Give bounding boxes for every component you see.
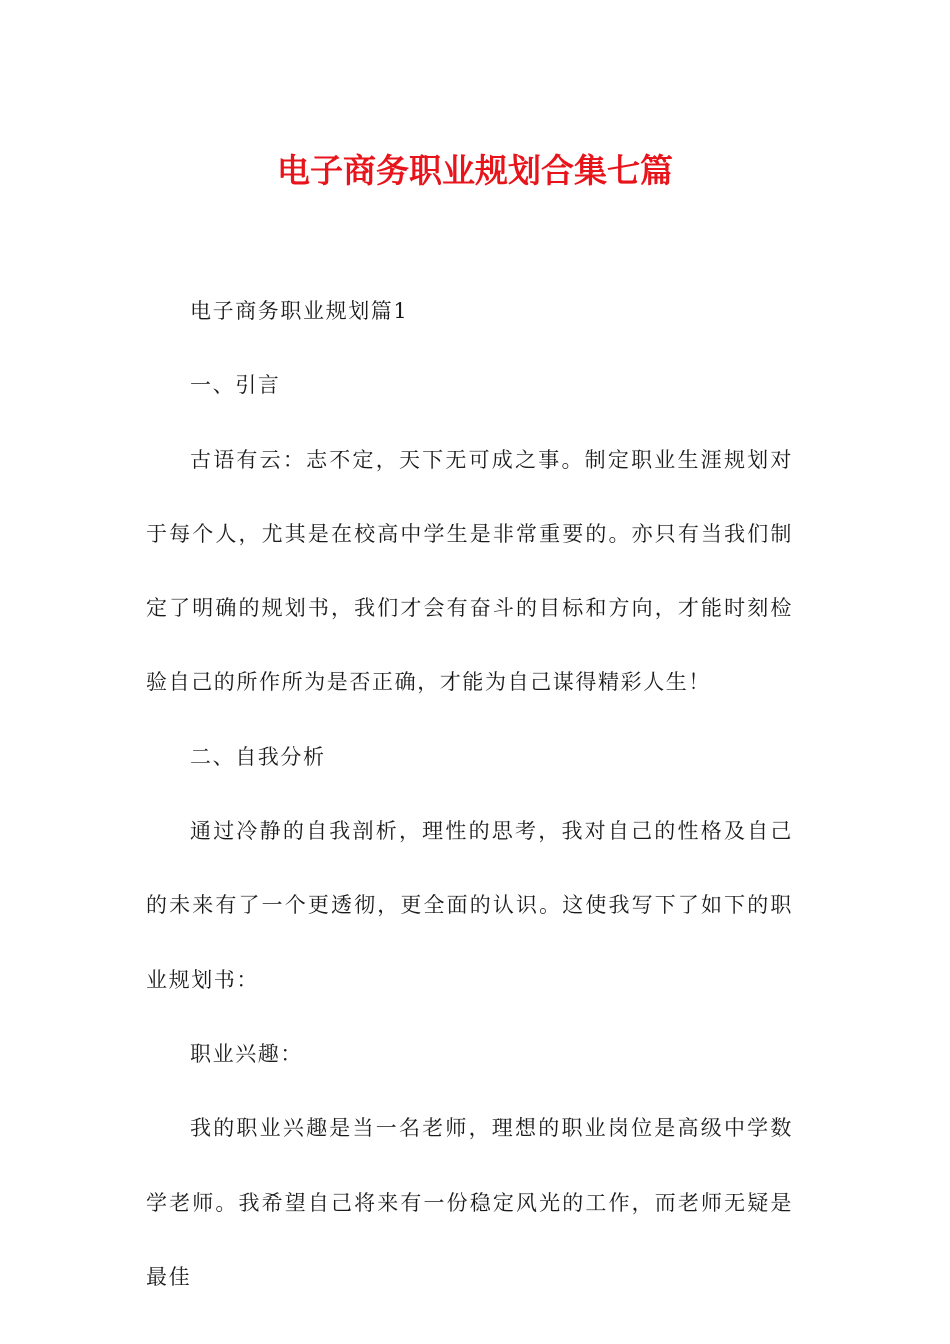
- section-heading-introduction: 一、引言: [190, 373, 281, 398]
- section-heading-self-analysis: 二、自我分析: [190, 744, 326, 769]
- body-paragraph-career-interest: 我的职业兴趣是当一名老师，理想的职业岗位是高级中学数学老师。我希望自己将来有一份稳定风光的工作，而老师无疑是最佳: [146, 1116, 793, 1289]
- document-body: [146, 274, 793, 1314]
- body-paragraph-self-analysis: 通过冷静的自我剖析，理性的思考，我对自己的性格及自己的未来有了一个更透彻，更全面的认识。这使我写下了如下的职业规划书：: [146, 819, 793, 992]
- section-heading-article-1: 电子商务职业规划篇1: [190, 299, 409, 323]
- body-paragraph-introduction: 古语有云：志不定，天下无可成之事。制定职业生涯规划对于每个人，尤其是在校高中学生是非常重要的。亦只有当我们制定了明确的规划书，我们才会有奋斗的目标和方向，才能时刻检验自己的所作所为是否正确，才能为自己谋得精彩人生！: [146, 447, 793, 695]
- subheading-career-interest: 职业兴趣：: [190, 1041, 303, 1066]
- document-title: 电子商务职业规划合集七篇: [277, 151, 673, 190]
